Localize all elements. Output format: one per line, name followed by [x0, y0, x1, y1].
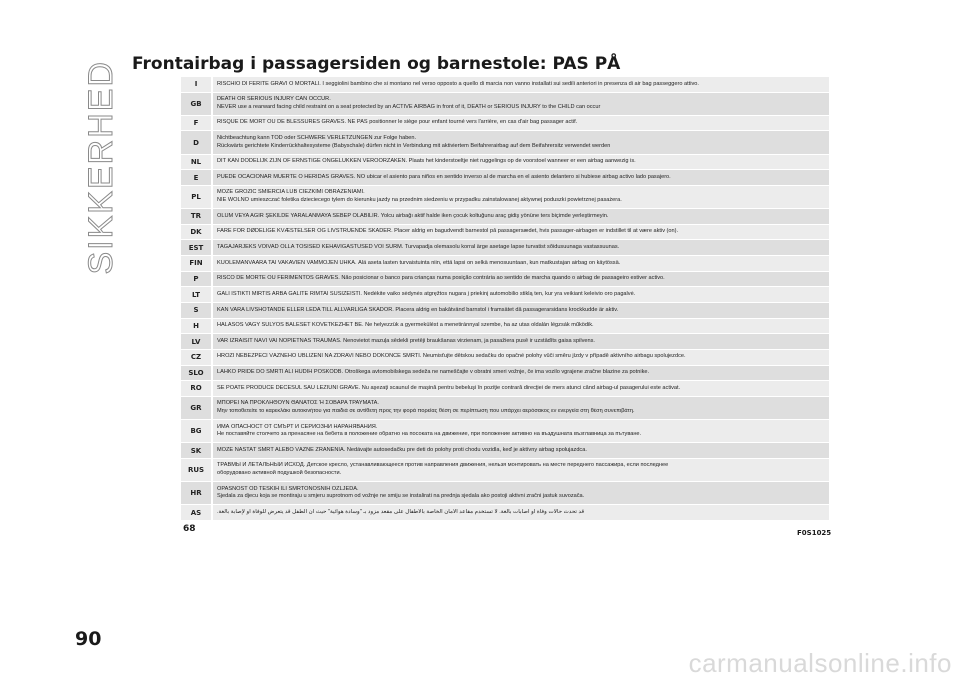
table-row [181, 256, 829, 272]
table-row [181, 186, 829, 209]
airbag-warning-table [181, 77, 829, 521]
warning-text-line: HROZÍ NEBEZPEČÍ VÁŽNÉHO UBLÍŽENÍ NA ZDRAVÍ NEBO DOKONCE SMRTI. Neumisťujte dětskou sedačku do opačné polohy vůči směru jízdy v případě aktivního airbagu spolujezdce. [217, 353, 686, 360]
warning-text-line: قد تحدث حالات وفاة أو اصابات بالغة. لا تستخدم مقاعد الأمان الخاصة بالأطفال على مقعد مزود بـ "وسادة هوائية" حيث أن الطفل قد يتعرض للوفاة أو لإصابة بالغة. [217, 508, 585, 515]
table-row [181, 350, 829, 366]
warning-text-line: LAHKO PRIDE DO SMRTI ALI HUDIH POŠKODB. Otroškega avtomobilskega sedeža ne nameščajte v obratni smeri vožnje, če ima vozilo vgrajene zračne blazine za potnike. [217, 369, 650, 376]
language-code: NL [181, 155, 213, 170]
table-row [181, 155, 829, 171]
language-code: GR [181, 397, 213, 419]
table-row [181, 93, 829, 116]
warning-text-line: MOŻE GROZIĆ ŚMIERCIA LUB CIEŻKIMI OBRAŻENIAMI. [217, 189, 365, 196]
language-code: DK [181, 225, 213, 240]
table-row [181, 505, 829, 521]
table-row [181, 366, 829, 382]
language-code: RO [181, 381, 213, 396]
warning-text [213, 381, 829, 396]
warning-text-line: NEVER use a rearward facing child restraint on a seat protected by an ACTIVE AIRBAG in front of it, DEATH or SERIOUS INJURY to the CHILD can occur [217, 103, 601, 110]
table-row [181, 397, 829, 420]
language-code: F [181, 116, 213, 131]
figure-number: 68 [183, 524, 196, 534]
warning-text [213, 116, 829, 131]
warning-text [213, 420, 829, 442]
table-row [181, 77, 829, 93]
language-code: PL [181, 186, 213, 208]
warning-text-line: HALÁSOS VAGY SÚLYOS BALESET KÖVETKEZHET BE. Ne helyezzük a gyermekülést a menetiránnyal szembe, ha az utas oldalán légzsák működik. [217, 322, 594, 329]
language-code: BG [181, 420, 213, 442]
language-code: P [181, 272, 213, 287]
warning-text-line: KUOLEMANVAARA TAI VAKAVIEN VAMMOJEN UHKA. Älä aseta lasten turvaistuinta niin, että lapsi on selkä menosuuntaan, kun matkustajan airbag on käytössä. [217, 259, 621, 266]
warning-text-line: Sjedala za djecu koja se montiraju u smjeru suprotnom od vožnje ne smiju se instalirati na prednja sjedala ako postoji aktivni zračni jastuk suvozača. [217, 493, 585, 500]
warning-text-line: Rückwärts gerichtete Kinderrückhaltesysteme (Babyschale) dürfen nicht in Verbindung mit aktiviertem Beifahrerairbag auf dem Beifahrersitz verwendet werden [217, 142, 611, 149]
warning-text-line: Μην τοποθετείτε το καρεκλάκι αυτοκινήτου για παιδιά σε αντίθετη προς την φορά πορείας θέση σε περίπτωση που υπάρχει αερόσακος εν ενεργεία στη θέση συνεπιβάτη. [217, 407, 635, 414]
table-row [181, 319, 829, 335]
warning-text [213, 505, 829, 520]
table-row [181, 240, 829, 256]
language-code: H [181, 319, 213, 334]
warning-text-line: OPASNOST OD TEŠKIH ILI SMRTONOSNIH OZLJEDA. [217, 485, 359, 492]
table-row [181, 303, 829, 319]
warning-text [213, 287, 829, 302]
warning-text-line: FARE FOR DØDELIGE KVÆSTELSER OG LIVSTRUENDE SKADER. Placer aldrig en bagudvendt barnestol på passagersædet, hvis passager-airbagen er indstillet til at være aktiv (on). [217, 228, 679, 235]
warning-text [213, 77, 829, 92]
language-code: FIN [181, 256, 213, 271]
table-row [181, 225, 829, 241]
language-code: I [181, 77, 213, 92]
warning-text-line: PUEDE OCACIONAR MUERTE O HERIDAS GRAVES. NO ubicar el asiento para niños en sentido inverso al de marcha en el asiento delantero si hubiese airbag activo lado pasajero. [217, 173, 671, 180]
warning-text [213, 366, 829, 381]
warning-text-line: Nichtbeachtung kann TOD oder SCHWERE VERLETZUNGEN zur Folge haben. [217, 135, 417, 142]
language-code: CZ [181, 350, 213, 365]
language-code: RUS [181, 459, 213, 481]
warning-text-line: GALI IŠTIKTI MIRTIS ARBA GALITE RIMTAI SUSIŽEISTI. Nedėkite vaiko sėdynės atgręžtos nugara į priekinį automobilio stiklą ten, kur yra veikiant keleivio oro pagalvė. [217, 290, 636, 297]
language-code: LT [181, 287, 213, 302]
table-row [181, 482, 829, 505]
table-row [181, 420, 829, 443]
warning-text [213, 303, 829, 318]
language-code: LV [181, 334, 213, 349]
language-code: EST [181, 240, 213, 255]
warning-text [213, 170, 829, 185]
watermark: carmanualsonline.info [688, 648, 952, 678]
warning-text [213, 131, 829, 153]
warning-text-line: MÔŽE NASTAŤ SMRŤ ALEBO VÁŽNE ZRANENIA. Nedávajte autosedačku pre deti do polohy proti chodu vozidla, keď je aktívny airbag spolujazdca. [217, 446, 587, 453]
figure-code: F0S1025 [797, 529, 832, 537]
warning-text-line: RISCO DE MORTE OU FERIMENTOS GRAVES. Não posicionar o banco para crianças numa posição contrária ao sentido de marcha quando o airbag de passageiro estiver activo. [217, 275, 665, 282]
warning-text-line: ИМА ОПАСНОСТ ОТ СМЪРТ И СЕРИОЗНИ НАРАНЯВАНИЯ. [217, 423, 378, 430]
language-code: HR [181, 482, 213, 504]
warning-text [213, 155, 829, 170]
warning-text [213, 272, 829, 287]
warning-text-line: KAN VARA LIVSHOTANDE ELLER LEDA TILL ALLVARLIGA SKADOR. Placera aldrig en bakåtvänd barnstol i framsätet då passagerarsidans krockkudde är aktiv. [217, 306, 619, 313]
section-title-vertical: SIKKERHED [82, 60, 120, 275]
warning-text-line: оборудовано активной подушкой безопасности. [217, 469, 342, 476]
warning-text-line: RISQUE DE MORT OU DE BLESSURES GRAVES. NE PAS positionner le siège pour enfant tourné vers l'arrière, en cas d'air bag passager actif. [217, 119, 578, 126]
warning-text [213, 459, 829, 481]
table-row [181, 131, 829, 154]
language-code: D [181, 131, 213, 153]
warning-text-line: RISCHIO DI FERITE GRAVI O MORTALI. I seggiolini bambino che si montano nel verso opposto a quello di marcia non vanno installati sui sedili anteriori in presenza di air bag passeggero attivo. [217, 80, 699, 87]
language-code: TR [181, 209, 213, 224]
page-title: Frontairbag i passagersiden og barnestole: PAS PÅ [132, 54, 621, 74]
language-code: GB [181, 93, 213, 115]
language-code: AS [181, 505, 213, 520]
table-row [181, 209, 829, 225]
warning-text [213, 256, 829, 271]
warning-text [213, 482, 829, 504]
warning-text [213, 93, 829, 115]
warning-text-line: ÖLÜM VEYA AĞIR ŞEKİLDE YARALANMAYA SEBEP OLABİLİR. Yolcu airbağı aktif halde iken çocuk koltuğunu araç gidiş yönüne ters biçimde yerleştirmeyin. [217, 212, 609, 219]
table-row [181, 334, 829, 350]
language-code: SK [181, 443, 213, 458]
language-code: E [181, 170, 213, 185]
table-row [181, 443, 829, 459]
warning-text-line: Не поставяйте столчето за пренасяне на бебета в положение обратно на посоката на движение, при положение активно на въздушната възглавница за пътуване. [217, 431, 642, 438]
language-code: S [181, 303, 213, 318]
warning-text [213, 334, 829, 349]
warning-text [213, 186, 829, 208]
warning-text [213, 350, 829, 365]
table-row [181, 287, 829, 303]
table-row [181, 459, 829, 482]
warning-text [213, 443, 829, 458]
table-row [181, 116, 829, 132]
table-row [181, 381, 829, 397]
warning-text-line: ТРАВМЫ И ЛЕТАЛЬНЫЙ ИСХОД. Детское кресло, устанавливающееся против направления движения, нельзя монтировать на месте переднего пассажира, если последнее [217, 462, 669, 469]
warning-text-line: SE POATE PRODUCE DECESUL SAU LEZIUNI GRAVE. Nu aşezaţi scaunul de maşină pentru bebeluşi în poziţie contrară direcţiei de mers atunci când airbag-ul pasagerului este activat. [217, 384, 681, 391]
warning-text-line: NIE WOLNO umieszczać foletika dzieciecego tylem do kierunku jazdy na przednim siedzeniu w przypadku zainstalowanej aktywnej poduszki powietrznej pasażera. [217, 197, 622, 204]
warning-text-line: TAGAJÄRJEKS VÕIVAD OLLA TÕSISED KEHAVIGASTUSED VÕI SURM. Turvapadja olemasolu korral ärge asetage lapse turvatist sõidusuunaga vastassuunas. [217, 243, 620, 250]
page-number: 90 [75, 628, 102, 650]
warning-text [213, 397, 829, 419]
warning-text-line: DIT KAN DODELIJK ZIJN OF ERNSTIGE ONGELUKKEN VEROORZAKEN. Plaats het kinderstoeltje niet ruggelings op de voorstoel wanneer er een airbag aanwezig is. [217, 158, 636, 165]
table-row [181, 170, 829, 186]
warning-text [213, 209, 829, 224]
warning-text [213, 225, 829, 240]
table-row [181, 272, 829, 288]
warning-text [213, 319, 829, 334]
warning-text-line: DEATH OR SERIOUS INJURY CAN OCCUR. [217, 96, 331, 103]
warning-text-line: ΜΠΟΡΕΙ ΝΑ ΠΡΟΚΛΗΘΟΥΝ ΘΑΝΑΤΟΣ Ή ΣΟΒΑΡΑ ΤΡΑΥΜΑΤΑ. [217, 400, 379, 407]
warning-text [213, 240, 829, 255]
warning-text-line: VAR IZRAISĪT NĀVI VAI NOPIETNAS TRAUMAS. Nenovietot mazuļa sēdekli pretēji braukšanas virzienam, ja pasažiera pusē ir uzstādīts gaisa spilvens. [217, 337, 595, 344]
language-code: SLO [181, 366, 213, 381]
